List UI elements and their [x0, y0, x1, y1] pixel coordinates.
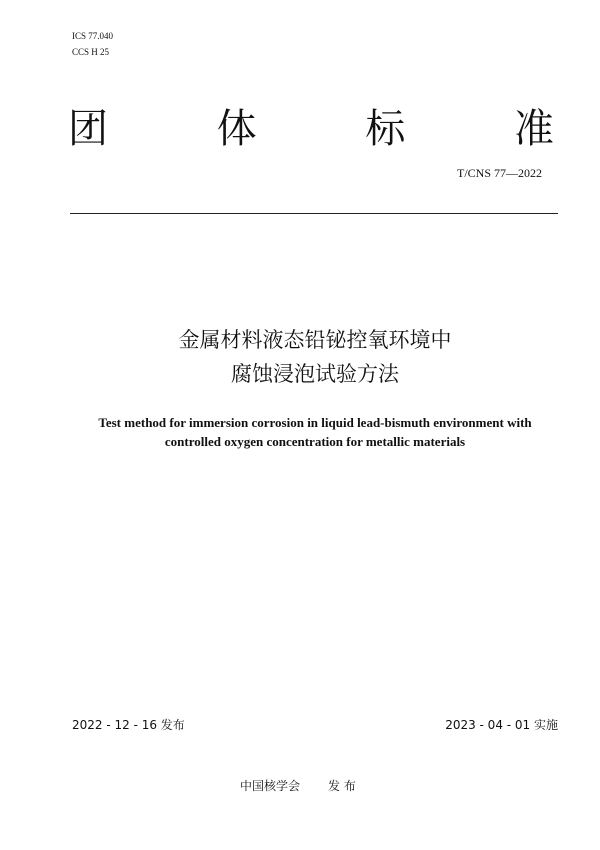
standard-type-char: 标	[365, 106, 406, 152]
publish-date: 2022 - 12 - 16 发布	[72, 718, 185, 732]
standard-type-char: 体	[216, 106, 257, 152]
chinese-title-line: 金属材料液态铅铋控氧环境中	[178, 328, 452, 352]
issuer-name: 中国核学会	[240, 779, 301, 793]
english-title-line: Test method for immersion corrosion in liquid lead-bismuth environment with	[98, 415, 532, 430]
standard-number: T/CNS 77—2022	[456, 166, 542, 180]
standard-type-char: 准	[513, 106, 554, 152]
classification-codes	[72, 28, 113, 60]
ccs-code: CCS H 25	[72, 47, 110, 57]
issuer-action: 发 布	[328, 779, 356, 793]
chinese-title	[0, 323, 600, 391]
implementation-date: 2023 - 04 - 01 实施	[445, 718, 558, 732]
english-title	[0, 413, 600, 451]
issuer	[240, 777, 356, 794]
standard-type-char: 团	[68, 106, 108, 152]
english-title-line: controlled oxygen concentration for metallic materials	[164, 434, 466, 449]
header-divider	[70, 213, 558, 214]
ics-code: ICS 77.040	[72, 31, 114, 41]
chinese-title-line: 腐蚀浸泡试验方法	[231, 362, 399, 386]
standard-type-heading	[68, 102, 554, 156]
